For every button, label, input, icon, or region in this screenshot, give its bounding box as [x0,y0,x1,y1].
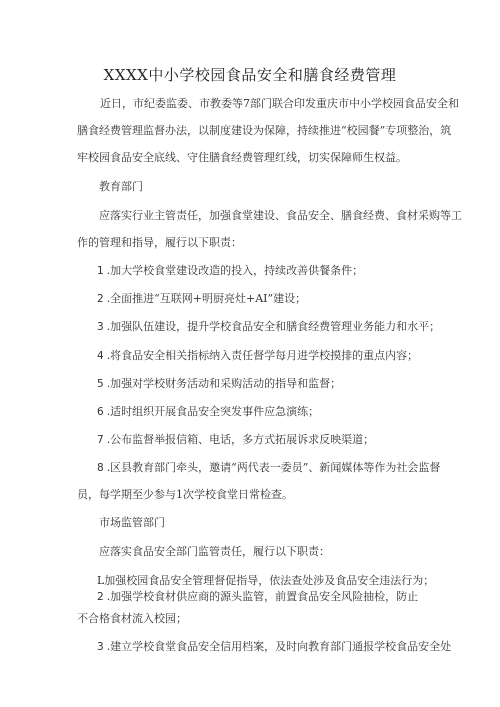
item-number: 2 [97,591,104,603]
intro-line-1: 近日，市纪委监委、市教委等7部门联合印发重庆市中小学校园食品安全和 [100,97,459,110]
market-item-2 [97,590,418,604]
item-number: 4 [97,350,104,362]
item-number: 3 [97,641,104,653]
education-item-4 [97,349,418,363]
education-item-3 [97,320,440,334]
market-item-2-continued: 不合格食材流入校园； [77,612,187,625]
section-heading-education: 教育部门 [99,180,143,193]
item-number: 1 [97,265,104,277]
market-item-3 [97,640,451,654]
section-heading-market: 市场监管部门 [99,516,165,529]
item-text: .加大学校食堂建设改造的投入，持续改善供餐条件； [106,264,364,277]
education-item-7 [97,433,374,447]
item-text: .全面推进“互联网+明厨亮灶+AI”建设； [106,292,307,305]
item-number: 2 [97,293,104,305]
education-item-8 [97,461,440,475]
education-lead-line-2: 作的管理和指导，履行以下职责： [77,236,242,249]
education-lead-line-1: 应落实行业主管责任，加强食堂建设、食品安全、膳食经费、食材采购等工 [99,209,462,222]
item-text: .加强队伍建设，提升学校食品安全和膳食经费管理业务能力和水平； [106,320,441,333]
education-item-6 [97,405,319,419]
item-number: 5 [97,378,104,390]
market-item-1: L加强校园食品安全管理督促指导，依法查处涉及食品安全违法行为； [97,574,435,587]
intro-line-3: 牢校园食品安全底线、守住膳食经费管理红线，切实保障师生权益。 [77,151,407,164]
education-item-5 [97,377,341,391]
education-item-8-continued: 员，每学期至少参与1次学校食堂日常检查。 [77,488,293,501]
item-text: .适时组织开展食品安全突发事件应急演练； [106,405,320,418]
document-title: XXXX中小学校园食品安全和膳食经费管理 [103,66,397,84]
education-item-1 [97,264,363,278]
item-number: 6 [97,406,104,418]
intro-line-2: 膳食经费管理监督办法，以制度建设为保障，持续推进“校园餐”专项整治，筑 [77,124,452,137]
item-text: .建立学校食堂食品安全信用档案，及时向教育部门通报学校食品安全处 [106,640,452,653]
item-number: 8 [97,462,104,474]
education-item-2 [97,292,306,306]
item-number: 3 [97,321,104,333]
item-text: .区县教育部门牵头，邀请“两代表一委员”、新闻媒体等作为社会监督 [106,461,441,474]
market-lead: 应落实食品安全部门监管责任，履行以下职责： [99,545,330,558]
item-text: .将食品安全相关指标纳入责任督学每月进学校摸排的重点内容； [106,349,419,362]
item-number: 7 [97,434,104,446]
item-text: .加强对学校财务活动和采购活动的指导和监督； [106,377,342,390]
item-text: .公布监督举报信箱、电话，多方式拓展诉求反映渠道； [106,433,375,446]
item-text: .加强学校食材供应商的源头监管，前置食品安全风险抽检，防止 [106,590,419,603]
